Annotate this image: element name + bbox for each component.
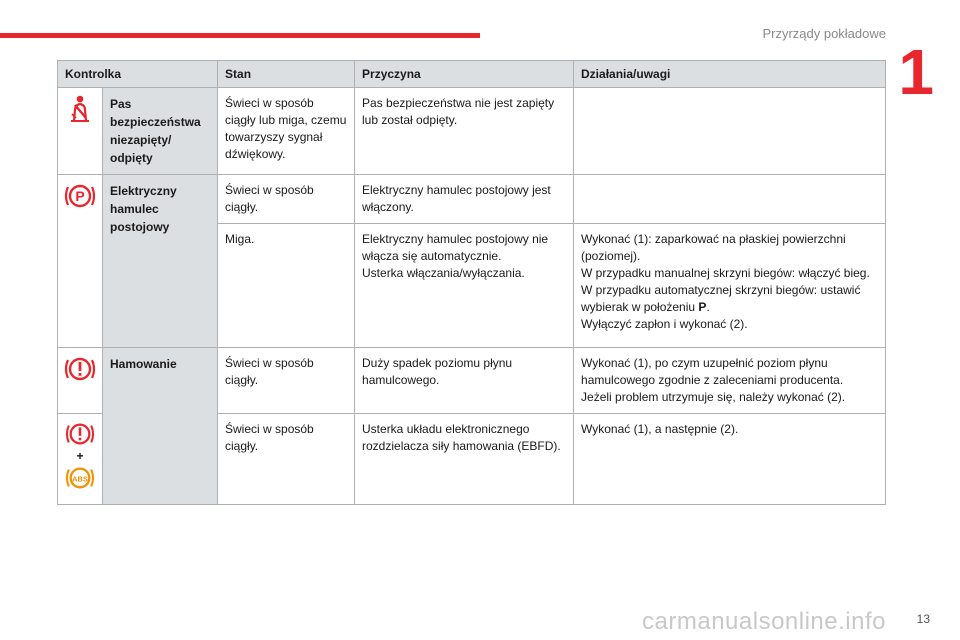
brake-warning-icon <box>60 420 100 448</box>
cause-cell: Duży spadek poziomu płynu hamulcowego. <box>355 348 574 414</box>
page-number: 13 <box>916 612 930 626</box>
state-cell: Świeci w sposób ciągły. <box>218 175 355 224</box>
column-header-kontrolka: Kontrolka <box>58 61 218 88</box>
action-punct: . <box>706 300 710 314</box>
action-cell: Wykonać (1), a następnie (2). <box>574 414 886 505</box>
state-cell: Świeci w sposób ciągły lub miga, czemu towarzyszy sygnał dźwiękowy. <box>218 88 355 175</box>
cause-cell <box>355 224 574 348</box>
cause-line: Usterka włączania/wyłączania. <box>362 266 525 280</box>
cause-cell: Usterka układu elektronicznego rozdzielacza siły hamowania (EBFD). <box>355 414 574 505</box>
state-cell: Świeci w sposób ciągły. <box>218 414 355 505</box>
svg-text:P: P <box>75 188 85 204</box>
top-accent-bar <box>0 33 480 38</box>
warning-name: Hamowanie <box>103 348 218 505</box>
action-line: Wykonać (1): zaparkować na płaskiej powierzchni (poziomej). <box>581 232 846 263</box>
column-header-dzialania: Działania/uwagi <box>574 61 886 88</box>
action-line: Wyłączyć zapłon i wykonać (2). <box>581 317 748 331</box>
action-cell <box>574 88 886 175</box>
action-cell <box>574 175 886 224</box>
plus-sign: + <box>76 449 84 463</box>
action-line: Wykonać (1), po czym uzupełnić poziom płynu hamulcowego zgodnie z zaleceniami producenta. <box>581 356 844 387</box>
cause-cell: Pas bezpieczeństwa nie jest zapięty lub został odpięty. <box>355 88 574 175</box>
seatbelt-icon <box>60 94 100 124</box>
action-cell <box>574 224 886 348</box>
action-line: Jeżeli problem utrzymuje się, należy wykonać (2). <box>581 390 846 404</box>
cause-cell: Elektryczny hamulec postojowy jest włączony. <box>355 175 574 224</box>
section-title: Przyrządy pokładowe <box>762 26 886 41</box>
gear-position-p: P <box>698 300 707 314</box>
parking-brake-icon <box>60 181 100 211</box>
icon-cell <box>58 88 103 175</box>
state-cell: Miga. <box>218 224 355 348</box>
icon-cell <box>58 414 103 505</box>
abs-icon-text: ABS <box>72 474 88 484</box>
action-cell <box>574 348 886 414</box>
state-cell: Świeci w sposób ciągły. <box>218 348 355 414</box>
column-header-stan: Stan <box>218 61 355 88</box>
cause-line: Elektryczny hamulec postojowy nie włącza się automatycznie. <box>362 232 549 263</box>
brake-warning-icon <box>60 354 100 384</box>
warning-name: Elektryczny hamulec postojowy <box>103 175 218 348</box>
table-row <box>58 175 886 224</box>
table-row <box>58 88 886 175</box>
abs-icon <box>60 464 100 492</box>
action-line: W przypadku automatycznej skrzyni biegów: ustawić wybierak w położeniu <box>581 283 861 314</box>
watermark: carmanualsonline.info <box>642 608 886 635</box>
icon-cell <box>58 175 103 348</box>
column-header-przyczyna: Przyczyna <box>355 61 574 88</box>
warning-lights-table <box>57 60 886 505</box>
icon-cell <box>58 348 103 414</box>
chapter-number: 1 <box>898 36 934 108</box>
warning-name: Pas bezpieczeństwa niezapięty/ odpięty <box>103 88 218 175</box>
table-header-row <box>58 61 886 88</box>
table-row <box>58 348 886 414</box>
action-line: W przypadku manualnej skrzyni biegów: włączyć bieg. <box>581 266 870 280</box>
